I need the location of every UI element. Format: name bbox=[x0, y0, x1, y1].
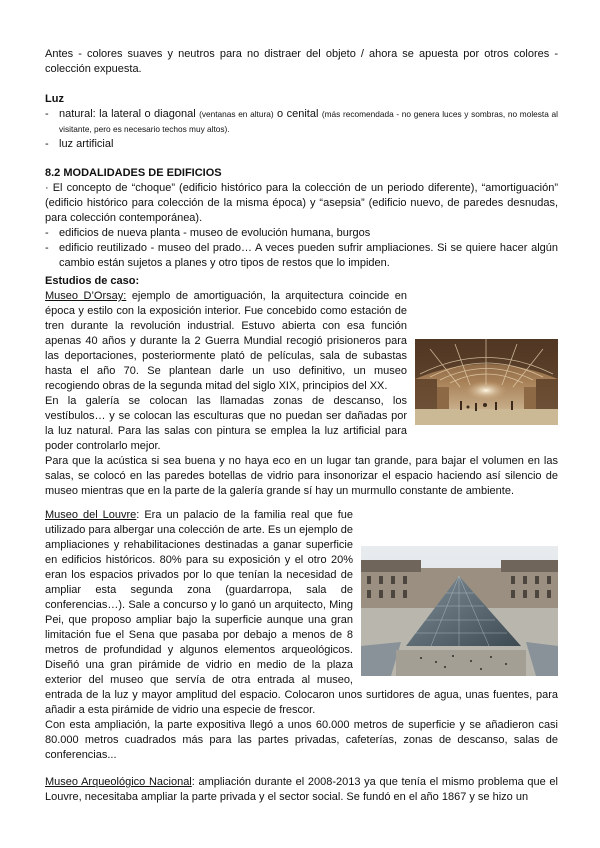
casos-heading: Estudios de caso: bbox=[45, 275, 140, 287]
luz-cenital-label: o cenital bbox=[273, 108, 322, 120]
luz-cenital-note: (más recomendada - no genera luces y sombras, no molesta al visitante, pero es necesario techos muy altos). bbox=[59, 109, 558, 134]
orsay-title: Museo D’Orsay: bbox=[45, 290, 127, 302]
arqueologico-text: : ampliación durante el 2008-2013 ya que tenía el mismo problema que el Louvre, necesitaba ampliar la parte privada y el sector social. Se fundó en el año 1867 y se hizo un bbox=[45, 776, 558, 803]
luz-item-artificial bbox=[45, 137, 558, 152]
orsay-paragraph-3: Para que la acústica si sea buena y no haya eco en un lugar tan grande, para bajar el volumen en las salas, se colocó en las paredes botellas de vidrio para insonorizar el espacio haciendo así silencio de museo mientras que en la parte de la galería grande sí hay un murmullo constante de ambiente. bbox=[45, 455, 558, 497]
modalidades-section bbox=[45, 166, 558, 271]
bullet-dash: - bbox=[45, 227, 49, 239]
modalidades-paragraph: · El concepto de “choque” (edificio histórico para la colección de un periodo diferente), “amortiguación” (edificio histórico para colección de la misma época) y “asepsia” (edificio nuevo, de paredes desnudas, para colección contemporánea). bbox=[45, 182, 558, 224]
spacer bbox=[45, 763, 558, 775]
modalidades-heading: 8.2 MODALIDADES DE EDIFICIOS bbox=[45, 167, 222, 179]
spacer bbox=[45, 499, 558, 508]
orsay-gallery-image bbox=[415, 339, 558, 425]
louvre-text-1: : Era un palacio de la familia real que fue utilizado para albergar una colección de arte. Es un ejemplo de ampliaciones y rehabilitaciones destinadas a ganar superficie en edificios históricos. 80% para su exposición y el otro 20% eran los espacios privados por lo que tenían la necesidad de ampliar esta segunda zona (guardarropa, sala de conferencias…). Sale a concurso y lo ganó un arquitecto, Ming Pei, que proposo ampliar bajo la superficie aunque una gran limitación fue el Sena que pasaba por debajo a menos de 8 metros de profundidad y algunos elementos arqueológicos. Diseñó una gran pirámide de vidrio en medio de la plaza exterior del museo que servía de otra entrada al museo, entrada de la luz y mayor amplitud del espacio. Colocaron unos surtidores de agua, unas fuentes, para añadir a esta pirámide de vidrio una especie de frescor. bbox=[45, 509, 558, 716]
modalidades-item-nueva-text: edificios de nueva planta - museo de evolución humana, burgos bbox=[59, 227, 371, 239]
luz-heading: Luz bbox=[45, 93, 64, 105]
intro-section bbox=[45, 47, 558, 77]
luz-section bbox=[45, 92, 558, 152]
arqueologico-title: Museo Arqueológico Nacional bbox=[45, 776, 192, 788]
intro-paragraph: Antes - colores suaves y neutros para no distraer del objeto / ahora se apuesta por otros colores - colección expuesta. bbox=[45, 48, 558, 75]
luz-item-natural bbox=[45, 107, 558, 137]
luz-item-natural-text bbox=[59, 107, 558, 137]
orsay-paragraph-2: En la galería se colocan las llamadas zonas de descanso, los vestíbulos… y se colocan las esculturas que no puedan ser dañadas por la luz natural. Para las salas con pintura se emplea la luz artificial para poder controlarlo mejor. bbox=[45, 395, 407, 452]
orsay-text-1: ejemplo de amortiguación, la arquitectura coincide en época y estilo con la exposición interior. Fue concebido como estación de tren durante la revolución industrial. Estuvo abierta con esa función apenas 40 años y durante la 2 Guerra Mundial recogió prisioneros para las deportaciones, posteriormente plató de películas, sala de subastas hasta el año 70. Se plantean darle un uso definitivo, un museo recogiendo obras de la segunda mitad del siglo XIX, principios del XX. bbox=[45, 290, 408, 392]
modalidades-item-reutilizado bbox=[45, 241, 558, 271]
modalidades-item-nueva bbox=[45, 226, 558, 241]
bullet-dash: - bbox=[45, 108, 49, 120]
orsay-photo bbox=[415, 339, 558, 425]
luz-item-artificial-text: luz artificial bbox=[59, 138, 114, 150]
arqueologico-paragraph bbox=[45, 775, 558, 805]
louvre-pyramid-image bbox=[361, 546, 558, 676]
luz-natural-main: natural: la lateral o diagonal bbox=[59, 108, 200, 120]
modalidades-item-reutilizado-text: edificio reutilizado - museo del prado… A veces pueden sufrir ampliaciones. Si se quiere hacer algún cambio están sujetos a planes y otro tipos de restos que lo impiden. bbox=[59, 242, 558, 269]
louvre-paragraph-2: Con esta ampliación, la parte expositiva llegó a unos 60.000 metros de superficie y se añadieron casi 80.000 metros cuadrados más para las partes privadas, cafeterías, zonas de descanso, salas de conferencias... bbox=[45, 719, 558, 761]
bullet-dash: - bbox=[45, 138, 49, 150]
louvre-photo bbox=[361, 546, 558, 676]
bullet-dash: - bbox=[45, 242, 49, 254]
casos-section bbox=[45, 274, 558, 805]
louvre-title: Museo del Louvre bbox=[45, 509, 137, 521]
luz-natural-note: (ventanas en altura) bbox=[199, 109, 274, 119]
